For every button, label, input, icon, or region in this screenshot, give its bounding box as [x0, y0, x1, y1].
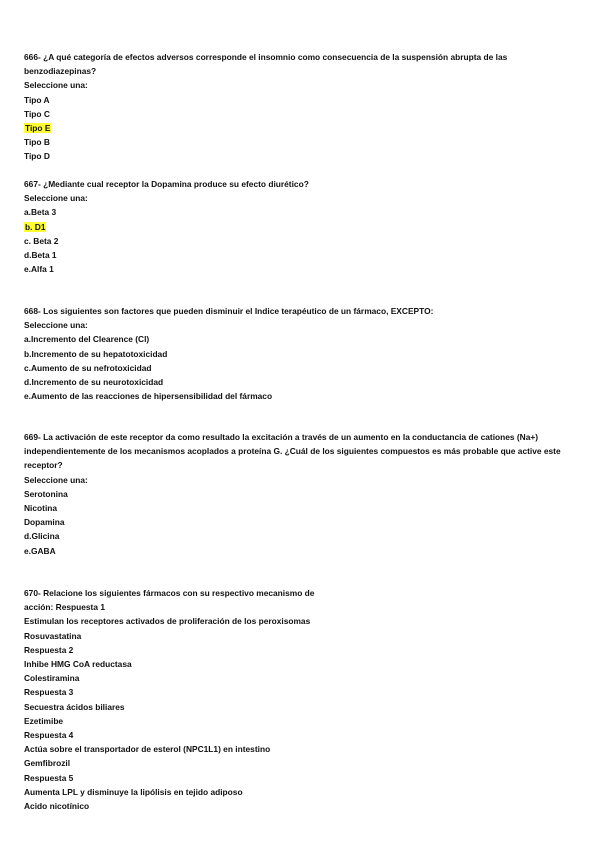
drug-name: Rosuvastatina	[24, 630, 82, 641]
option[interactable]	[24, 389, 569, 403]
option-label: Tipo E	[25, 123, 51, 134]
select-prompt: Seleccione una:	[24, 80, 88, 91]
option[interactable]	[24, 107, 569, 121]
question-668	[24, 304, 569, 403]
mechanism-text: Aumenta LPL y disminuye la lipólisis en tejido adiposo	[24, 786, 243, 797]
option[interactable]	[24, 487, 569, 501]
question-667	[24, 177, 569, 276]
option-label: a.Incremento del Clearence (Cl)	[24, 334, 150, 345]
select-prompt: Seleccione una:	[24, 193, 88, 204]
option-label: d.Incremento de su neurotoxicidad	[24, 377, 164, 388]
response-label: Respuesta 5	[24, 772, 74, 783]
drug-name: Gemfibrozil	[24, 758, 71, 769]
question-stem: 666- ¿A qué categoría de efectos adversos corresponde el insomnio como consecuencia de la suspensión abrupta de las benzodiazepinas?	[24, 52, 508, 77]
option[interactable]	[24, 375, 569, 389]
mechanism-text: Secuestra ácidos biliares	[24, 701, 125, 712]
question-stem-line: 670- Relacione los siguientes fármacos con su respectivo mecanismo de	[24, 588, 315, 598]
option-label: c.Aumento de su nefrotoxicidad	[24, 362, 152, 373]
question-669	[24, 430, 569, 558]
option[interactable]	[24, 135, 569, 149]
select-prompt: Seleccione una:	[24, 474, 88, 485]
drug-name: Colestiramina	[24, 673, 80, 684]
option[interactable]	[24, 205, 569, 219]
drug-name: Ezetimibe	[24, 715, 64, 726]
option[interactable]	[24, 262, 569, 276]
option[interactable]	[24, 248, 569, 262]
option[interactable]	[24, 93, 569, 107]
option-highlighted[interactable]	[24, 121, 569, 135]
option-label: Nicotina	[24, 503, 58, 514]
option-label: e.Alfa 1	[24, 264, 54, 275]
option-label: Tipo B	[24, 137, 50, 148]
select-prompt: Seleccione una:	[24, 320, 88, 331]
question-stem: 669- La activación de este receptor da como resultado la excitación a través de un aumento en la conductancia de cationes (Na+) independientemente de los mecanismos acoplados a proteína G. ¿Cuál de los siguientes compuestos es más probable que active este receptor?	[24, 432, 561, 471]
option[interactable]	[24, 501, 569, 515]
option-label: b.Incremento de su hepatotoxicidad	[24, 348, 168, 359]
option[interactable]	[24, 332, 569, 346]
option[interactable]	[24, 149, 569, 163]
option-label: Dopamina	[24, 517, 65, 528]
option[interactable]	[24, 529, 569, 543]
question-stem: 667- ¿Mediante cual receptor la Dopamina produce su efecto diurético?	[24, 179, 309, 189]
option-label: Tipo C	[24, 108, 50, 119]
response-label: Respuesta 4	[24, 730, 74, 741]
option-label: a.Beta 3	[24, 207, 57, 218]
drug-name: Acido nicotínico	[24, 801, 90, 812]
option-label: b. D1	[25, 221, 46, 232]
option-label: Serotonina	[24, 488, 68, 499]
question-666	[24, 50, 569, 164]
option-label: Tipo D	[24, 151, 50, 162]
question-stem-line: acción: Respuesta 1	[24, 602, 105, 613]
option-label: Tipo A	[24, 94, 50, 105]
response-label: Respuesta 2	[24, 644, 74, 655]
mechanism-text: Inhibe HMG CoA reductasa	[24, 659, 132, 670]
mechanism-text: Estimulan los receptores activados de proliferación de los peroxisomas	[24, 616, 311, 627]
response-label: Respuesta 3	[24, 687, 74, 698]
option-label: d.Beta 1	[24, 250, 57, 261]
question-stem: 668- Los siguientes son factores que pueden disminuir el Indice terapéutico de un fármaco, EXCEPTO:	[24, 306, 434, 316]
option[interactable]	[24, 515, 569, 529]
option[interactable]	[24, 544, 569, 558]
mechanism-text: Actúa sobre el transportador de esterol (NPC1L1) en intestino	[24, 744, 271, 755]
option-label: c. Beta 2	[24, 235, 59, 246]
option-label: e.GABA	[24, 545, 56, 556]
option-label: d.Glicina	[24, 531, 60, 542]
option-highlighted[interactable]	[24, 220, 569, 234]
option[interactable]	[24, 361, 569, 375]
option-label: e.Aumento de las reacciones de hipersensibilidad del fármaco	[24, 391, 273, 402]
option[interactable]	[24, 347, 569, 361]
question-670	[24, 586, 569, 813]
option[interactable]	[24, 234, 569, 248]
